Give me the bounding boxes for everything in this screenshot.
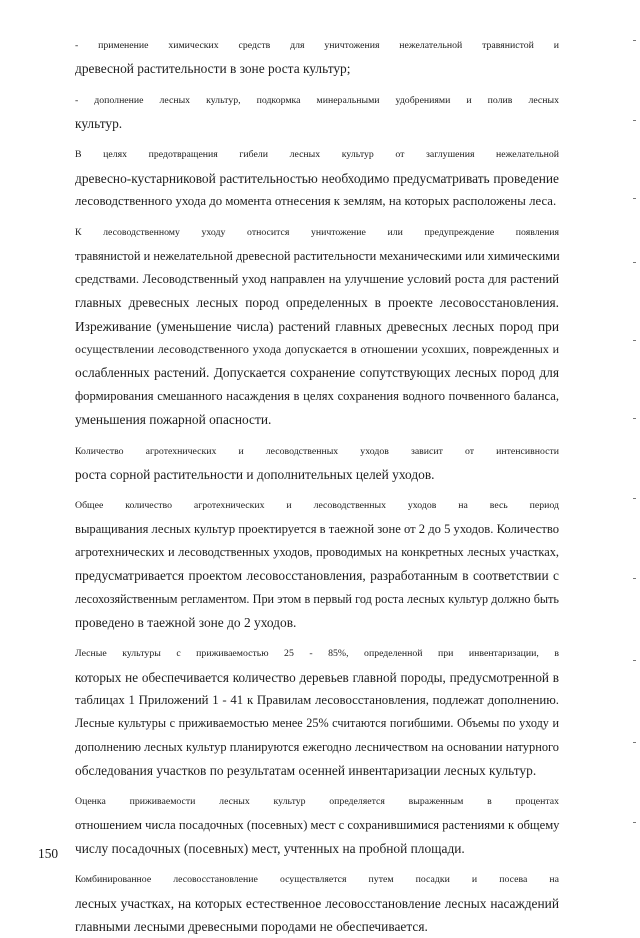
text-line: дополнению лесных культур планируются ежегодно лесничеством на основании натурного [75,739,559,754]
text-line: К лесоводственному уходу относится уничтожение или предупреждение появления [75,227,559,239]
text-line: лесных участках, на которых естественное лесовосстановление лесных насаждений [75,895,559,911]
text-line: предусматривается проектом лесовосстановления, разработанным в соответствии с [75,568,559,584]
paragraph-gap [38,135,559,143]
scan-edge-mark [633,198,636,199]
scan-edge-mark [633,742,636,743]
scan-edge-mark [633,262,636,263]
text-line: числу посадочных (посевных) мест, учтенных на пробной площади. [75,841,465,856]
paragraph [38,868,559,938]
text-line: Изреживание (уменьшение числа) растений главных древесных лесных пород при [75,318,559,334]
text-line: древесно-кустарниковой растительностью необходимо предусматривать проведение [75,170,559,186]
text-line: которых не обеспечивается количество деревьев главной породы, предусмотренной в [75,669,559,685]
text-line: Количество агротехнических и лесоводственных уходов зависит от интенсивности [75,445,559,457]
text-line: древесной растительности в зоне роста культур; [75,61,351,77]
text-line: Оценка приживаемости лесных культур определяется выраженным в процентах [75,796,559,808]
paragraph-gap [38,81,559,89]
scan-edge-mark [633,498,636,499]
text-line: проведено в таежной зоне до 2 уходов. [75,614,297,630]
paragraph-gap [38,213,559,221]
text-line: формирования смешанного насаждения в целях сохранения водного почвенного баланса, [75,388,559,403]
paragraph [38,494,559,634]
scan-edge-mark [633,822,636,823]
text-line: выращивания лесных культур проектируется в таежной зоне от 2 до 5 уходов. Количество [75,521,559,536]
paragraph [38,143,559,213]
scan-edge-mark [633,40,636,41]
scan-edge-mark [633,340,636,341]
text-line: - дополнение лесных культур, подкормка минеральными удобрениями и полив лесных [75,94,559,106]
page-number: 150 [38,846,59,861]
scan-edge-mark [633,660,636,661]
text-line: В целях предотвращения гибели лесных культур от заглушения нежелательной [75,149,559,161]
text-line: Лесные культуры с приживаемостью 25 - 85%, определенной при инвентаризации, в [75,648,559,660]
text-line: главных древесных лесных пород определенных в проекте лесовосстановления. [75,295,559,311]
scan-edge-mark [633,578,636,579]
paragraph-gap [38,432,559,440]
paragraph [38,790,559,860]
text-line: - применение химических средств для уничтожения нежелательной травянистой и [75,40,559,51]
text-line: Общее количество агротехнических и лесоводственных уходов на весь период [75,500,559,512]
text-line: уменьшения пожарной опасности. [75,412,272,428]
document-body [38,34,559,938]
text-line: роста сорной растительности и дополнительных целей уходов. [75,466,435,482]
text-line: Комбинированное лесовосстановление осуществляется путем посадки и посева на [75,874,559,886]
paragraph [38,34,559,81]
paragraph-gap [38,860,559,868]
paragraph [38,221,559,431]
paragraph-gap [38,634,559,642]
text-line: таблицах 1 Приложений 1 - 41 к Правилам лесовосстановления, подлежат дополнению. [75,692,559,707]
text-line: культур. [75,116,123,132]
text-line: Лесные культуры с приживаемостью менее 25% считаются погибшими. Объемы по уходу и [75,716,559,731]
scan-edge-mark [633,418,636,419]
scan-edge-mark [633,120,636,121]
paragraph [38,440,559,487]
paragraph [38,89,559,136]
text-line: главными лесными древесными породами не обеспечивается. [75,919,428,935]
paragraph [38,642,559,782]
text-line: средствами. Лесоводственный уход направлен на улучшение условий роста для растений [75,272,559,287]
text-line: травянистой и нежелательной древесной растительности механическими или химическими [75,248,560,263]
text-line: агротехнических и лесоводственных уходов, проводимых на конкретных лесных участках, [75,544,559,559]
text-line: осуществлении лесоводственного ухода допускается в отношении усохших, поврежденных и [75,342,559,357]
text-line: ослабленных растений. Допускается сохранение сопутствующих лесных пород для [75,365,559,381]
text-line: лесохозяйственным регламентом. При этом в первый год роста лесных культур должно быть [75,591,559,606]
text-line: отношением числа посадочных (посевных) мест с сохранившимися растениями к общему [75,817,560,832]
text-line: обследования участков по результатам осенней инвентаризации лесных культур. [75,762,537,778]
text-line: лесоводственного ухода до момента отнесения к землям, на которых расположены леса. [75,194,557,209]
paragraph-gap [38,486,559,494]
paragraph-gap [38,782,559,790]
